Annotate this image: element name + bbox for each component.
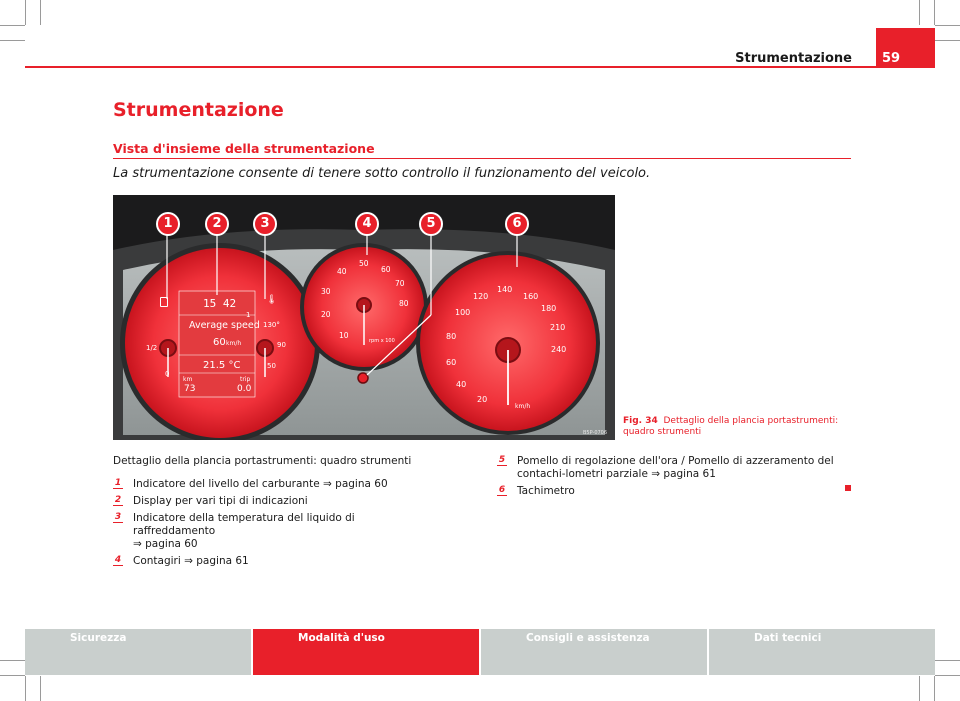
instrument-cluster-figure: [113, 195, 615, 440]
list-item: [113, 478, 413, 491]
running-header-title: Strumentazione: [735, 51, 852, 66]
crop-mark: [25, 0, 26, 25]
tab-consigli-assistenza[interactable]: Consigli e assistenza: [481, 629, 707, 675]
text-column-right: [497, 455, 857, 502]
page-reference-link[interactable]: ⇒ pagina 61: [184, 555, 249, 567]
crop-mark: [40, 0, 41, 25]
item-number: 1: [114, 478, 122, 488]
crop-mark: [919, 676, 920, 701]
crop-mark: [934, 0, 935, 25]
rpm-unit-label: rpm x 100: [369, 338, 395, 344]
rpm-tick-60: 60: [381, 265, 391, 274]
item-number: 3: [114, 512, 122, 522]
coolant-icon: 🌡: [266, 295, 278, 305]
fuel-half-label: 1/2: [146, 344, 158, 352]
crop-mark: [934, 676, 935, 701]
section-title: Strumentazione: [113, 99, 284, 121]
figure-caption: [623, 416, 853, 438]
item-text: Tachimetro: [517, 485, 575, 497]
rpm-tick-30: 30: [321, 287, 331, 296]
display-km-value: 73: [184, 384, 196, 394]
display-value: 60: [213, 337, 226, 348]
page-reference-link[interactable]: ⇒ pagina 60: [323, 478, 388, 490]
display-temp: 21.5 °C: [203, 360, 241, 371]
crop-mark: [935, 25, 960, 26]
item-number: 6: [498, 485, 506, 495]
footer-nav: [25, 629, 935, 675]
page-number: 59: [876, 28, 935, 68]
list-item: [497, 485, 857, 498]
temp-low-label: 50: [267, 362, 276, 370]
body-intro: Dettaglio della plancia portastrumenti: quadro strumenti: [113, 455, 412, 467]
header-rule: [25, 66, 935, 68]
speed-tick-140: 140: [497, 285, 513, 294]
item-number: 2: [114, 495, 122, 505]
speed-tick-80: 80: [446, 332, 457, 341]
tab-modalita-uso[interactable]: Modalità d'uso: [253, 629, 479, 675]
callout-4: 4: [355, 212, 379, 236]
crop-mark: [935, 660, 960, 661]
figure-code: B5P-0706: [583, 430, 608, 436]
speed-tick-180: 180: [541, 304, 557, 313]
speed-unit-label: km/h: [515, 403, 531, 410]
crop-mark: [40, 676, 41, 701]
tab-sicurezza[interactable]: Sicurezza: [25, 629, 251, 675]
item-text: Pomello di regolazione dell'ora / Pomello di azzeramento del contachi-lometri parziale: [517, 455, 834, 480]
speed-tick-100: 100: [455, 308, 471, 317]
callout-2: 2: [205, 212, 229, 236]
list-item: [113, 495, 413, 508]
item-text: Contagiri: [133, 555, 181, 567]
crop-mark: [0, 40, 25, 41]
display-indicator: 1: [246, 311, 251, 319]
intro-text: La strumentazione consente di tenere sotto controllo il funzionamento del veicolo.: [113, 166, 651, 181]
display-trip-value: 0.0: [237, 384, 252, 394]
callout-6: 6: [505, 212, 529, 236]
display-time: 15 42: [203, 297, 237, 310]
item-number: 4: [114, 555, 122, 565]
list-item: [113, 555, 413, 568]
crop-mark: [0, 25, 25, 26]
crop-mark: [25, 676, 26, 701]
item-text: Indicatore della temperatura del liquido di raffreddamento: [133, 512, 355, 537]
callout-1: 1: [156, 212, 180, 236]
display-trip-label: trip: [240, 376, 251, 383]
speed-tick-160: 160: [523, 292, 539, 301]
speed-tick-60: 60: [446, 358, 457, 367]
temp-high-label: 130°: [263, 321, 280, 329]
speed-tick-210: 210: [550, 323, 566, 332]
fuel-icon: [160, 297, 168, 307]
crop-mark: [919, 0, 920, 25]
crop-mark: [935, 40, 960, 41]
speed-tick-120: 120: [473, 292, 489, 301]
display-label: Average speed: [189, 320, 260, 331]
fuel-empty-label: 0: [165, 370, 170, 378]
page-reference-link[interactable]: ⇒ pagina 60: [133, 538, 198, 550]
text-column-left: [113, 455, 413, 572]
speed-tick-40: 40: [456, 380, 467, 389]
speed-tick-20: 20: [477, 395, 488, 404]
rpm-tick-40: 40: [337, 267, 347, 276]
crop-mark: [935, 675, 960, 676]
subsection-rule: [113, 158, 851, 159]
display-unit: km/h: [226, 340, 242, 347]
rpm-tick-50: 50: [359, 259, 369, 268]
callout-5: 5: [419, 212, 443, 236]
rpm-tick-70: 70: [395, 279, 405, 288]
page-reference-link[interactable]: ⇒ pagina 61: [651, 468, 716, 480]
subsection-title: Vista d'insieme della strumentazione: [113, 141, 375, 156]
item-text: Display per vari tipi di indicazioni: [133, 495, 308, 507]
rpm-tick-10: 10: [339, 331, 349, 340]
speed-tick-240: 240: [551, 345, 567, 354]
tab-dati-tecnici[interactable]: Dati tecnici: [709, 629, 935, 675]
crop-mark: [0, 660, 25, 661]
item-text: Indicatore del livello del carburante: [133, 478, 320, 490]
rpm-tick-20: 20: [321, 310, 331, 319]
item-number: 5: [498, 455, 506, 465]
section-end-marker: [845, 485, 851, 491]
figure-caption-text: Dettaglio della plancia portastrumenti: quadro strumenti: [623, 416, 839, 437]
temp-mid-label: 90: [277, 341, 286, 349]
figure-label: Fig. 34: [623, 416, 658, 426]
crop-mark: [0, 675, 25, 676]
display-km-label: km: [183, 376, 193, 383]
callout-3: 3: [253, 212, 277, 236]
list-item: [113, 512, 413, 551]
list-item: [497, 455, 857, 481]
rpm-tick-80: 80: [399, 299, 409, 308]
